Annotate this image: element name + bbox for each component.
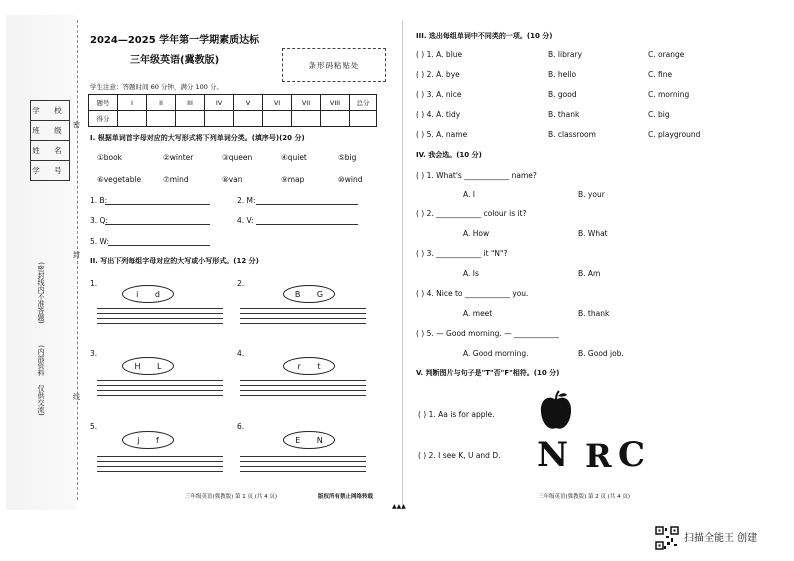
section3-title: III. 选出每组单词中不同类的一项。(10 分) xyxy=(416,32,553,40)
page-divider xyxy=(402,20,403,510)
s5-question: ( ) 2. I see K, U and D. xyxy=(418,451,501,460)
s4-option-a: A. How xyxy=(463,229,490,238)
s1-blank-line[interactable] xyxy=(256,224,358,225)
score-head-0: 题号 xyxy=(89,95,118,111)
s4-option-b: B. Good job. xyxy=(578,349,624,358)
s1-word: ⑧van xyxy=(222,175,243,184)
s2-num: 5. xyxy=(90,422,98,431)
s2-writing-lines[interactable] xyxy=(240,380,366,400)
score-row-label: 得分 xyxy=(89,111,118,127)
s4-option-b: B. your xyxy=(578,190,605,199)
s1-word: ⑥vegetable xyxy=(97,175,142,184)
score-cell[interactable] xyxy=(118,111,147,127)
s2-writing-lines[interactable] xyxy=(97,456,223,476)
s5-question: ( ) 1. Aa is for apple. xyxy=(418,410,495,419)
s3-option-c: C. orange xyxy=(648,50,685,59)
s1-blank-label: 4. V: xyxy=(237,216,254,225)
s3-question: ( ) 2. A. bye xyxy=(416,70,460,79)
s4-option-a: A. Good morning. xyxy=(463,349,529,358)
footer-middle: 版权所有禁止网络转载 xyxy=(318,494,374,500)
s1-word: ②winter xyxy=(163,153,194,162)
s2-num: 6. xyxy=(237,422,245,431)
score-head-2: II xyxy=(147,95,176,111)
qr-code-icon xyxy=(655,526,679,550)
footer-right: 三年级英语(冀教版) 第 2 页 (共 4 页) xyxy=(538,494,631,500)
section1-title: I. 根据单词首字母对应的大写形式将下列单词分类。(填序号)(20 分) xyxy=(90,134,305,142)
s3-option-b: B. library xyxy=(548,50,583,59)
footer-left: 三年级英语(冀教版) 第 1 页 (共 4 页) xyxy=(185,494,278,500)
s1-word: ⑦mind xyxy=(163,175,189,184)
s3-option-b: B. classroom xyxy=(548,130,596,139)
s1-blank-line[interactable] xyxy=(108,245,210,246)
s1-word: ①book xyxy=(97,153,123,162)
seal-mi: 密 xyxy=(73,121,80,129)
student-info-table xyxy=(30,100,70,181)
s1-word: ④quiet xyxy=(281,153,307,162)
s2-num: 2. xyxy=(237,279,245,288)
title-line-2: 三年级英语(冀教版) xyxy=(130,55,220,66)
seal-note-1: (密封线内不准答题) xyxy=(37,262,45,324)
score-head-8: VIII xyxy=(321,95,350,111)
s2-writing-lines[interactable] xyxy=(240,456,366,476)
scanner-watermark: 扫描全能王 创建 xyxy=(684,533,758,544)
s1-word: ⑤big xyxy=(338,153,357,162)
s1-blank-label: 2. M: xyxy=(237,196,256,205)
letter-r-picture: R xyxy=(585,437,612,475)
score-head-5: V xyxy=(234,95,263,111)
s4-question: ( ) 5. — Good morning. — ____________ xyxy=(416,329,560,338)
info-school: 学 校 xyxy=(31,101,70,121)
s2-letters-oval: i d xyxy=(122,285,174,303)
s2-writing-lines[interactable] xyxy=(97,380,223,400)
score-table xyxy=(88,94,377,127)
title-line-1: 2024—2025 学年第一学期素质达标 xyxy=(90,35,260,46)
score-cell[interactable] xyxy=(205,111,234,127)
barcode-area: 条形码粘贴处 xyxy=(282,48,386,82)
s1-blank-line[interactable] xyxy=(256,204,358,205)
s2-num: 3. xyxy=(90,349,98,358)
s2-letters-oval: H L xyxy=(122,357,174,375)
score-head-4: IV xyxy=(205,95,234,111)
s1-blank-label: 3. Q: xyxy=(90,216,108,225)
s3-option-b: B. hello xyxy=(548,70,577,79)
score-cell[interactable] xyxy=(234,111,263,127)
score-cell[interactable] xyxy=(263,111,292,127)
seal-feng: 封 xyxy=(73,251,80,259)
letter-c-picture: C xyxy=(618,435,646,475)
score-cell[interactable] xyxy=(147,111,176,127)
s2-letters-oval: B G xyxy=(283,285,335,303)
s2-writing-lines[interactable] xyxy=(97,308,223,328)
section2-title: II. 写出下列每组字母对应的大写或小写形式。(12 分) xyxy=(90,257,259,265)
s2-letters-oval: E N xyxy=(283,431,335,449)
seal-line xyxy=(77,20,78,500)
s3-option-c: C. fine xyxy=(648,70,673,79)
s2-letters-oval: j f xyxy=(122,431,174,449)
footer-arrows: ▲▲▲ xyxy=(392,503,406,510)
s3-option-c: C. big xyxy=(648,110,670,119)
s1-blank-label: 1. B: xyxy=(90,196,108,205)
seal-xian: 线 xyxy=(73,393,80,401)
score-head-6: VI xyxy=(263,95,292,111)
s1-blank-label: 5. W: xyxy=(90,237,110,246)
s4-question: ( ) 1. What's ____________ name? xyxy=(416,171,537,180)
score-head-9: 总分 xyxy=(350,95,377,111)
s4-question: ( ) 3. ____________ it "N"? xyxy=(416,249,508,258)
s1-word: ③queen xyxy=(222,153,253,162)
exam-note: 学生注意：答题时间 60 分钟，满分 100 分。 xyxy=(90,83,223,91)
s4-option-b: B. What xyxy=(578,229,608,238)
s3-question: ( ) 3. A. nice xyxy=(416,90,462,99)
s2-letters-oval: r t xyxy=(283,357,335,375)
score-head-1: I xyxy=(118,95,147,111)
s2-num: 4. xyxy=(237,349,245,358)
score-cell[interactable] xyxy=(176,111,205,127)
score-cell[interactable] xyxy=(321,111,350,127)
s3-option-c: C. morning xyxy=(648,90,690,99)
s4-question: ( ) 2. ____________ colour is it? xyxy=(416,209,527,218)
seal-note-2: (内部资料 xyxy=(37,345,45,376)
section5-title: V. 判断图片与句子是"T"否"F"相符。(10 分) xyxy=(416,369,560,377)
s2-writing-lines[interactable] xyxy=(240,308,366,328)
s4-option-b: B. Am xyxy=(578,269,601,278)
s3-option-b: B. thank xyxy=(548,110,580,119)
seal-note-3: 仅供交流) xyxy=(37,385,45,416)
s1-blank-line[interactable] xyxy=(105,224,210,225)
s4-option-b: B. thank xyxy=(578,309,610,318)
s2-num: 1. xyxy=(90,279,98,288)
info-class: 班 级 xyxy=(31,121,70,141)
info-id: 学 号 xyxy=(31,161,70,181)
score-head-7: VII xyxy=(292,95,321,111)
apple-icon xyxy=(538,390,574,432)
score-cell[interactable] xyxy=(350,111,377,127)
s3-question: ( ) 5. A. name xyxy=(416,130,468,139)
s1-blank-line[interactable] xyxy=(105,204,210,205)
s3-question: ( ) 1. A. blue xyxy=(416,50,463,59)
info-name: 姓 名 xyxy=(31,141,70,161)
s4-option-a: A. Is xyxy=(463,269,479,278)
score-cell[interactable] xyxy=(292,111,321,127)
s3-question: ( ) 4. A. tidy xyxy=(416,110,461,119)
s3-option-c: C. playground xyxy=(648,130,701,139)
score-head-3: III xyxy=(176,95,205,111)
s4-question: ( ) 4. Nice to ____________ you. xyxy=(416,289,529,298)
s4-option-a: A. meet xyxy=(463,309,493,318)
s4-option-a: A. I xyxy=(463,190,475,199)
s3-option-b: B. good xyxy=(548,90,577,99)
letter-n-picture: N xyxy=(537,435,569,475)
section4-title: IV. 我会选。(10 分) xyxy=(416,151,482,159)
s1-word: ⑨map xyxy=(281,175,305,184)
s1-word: ⑩wind xyxy=(338,175,363,184)
